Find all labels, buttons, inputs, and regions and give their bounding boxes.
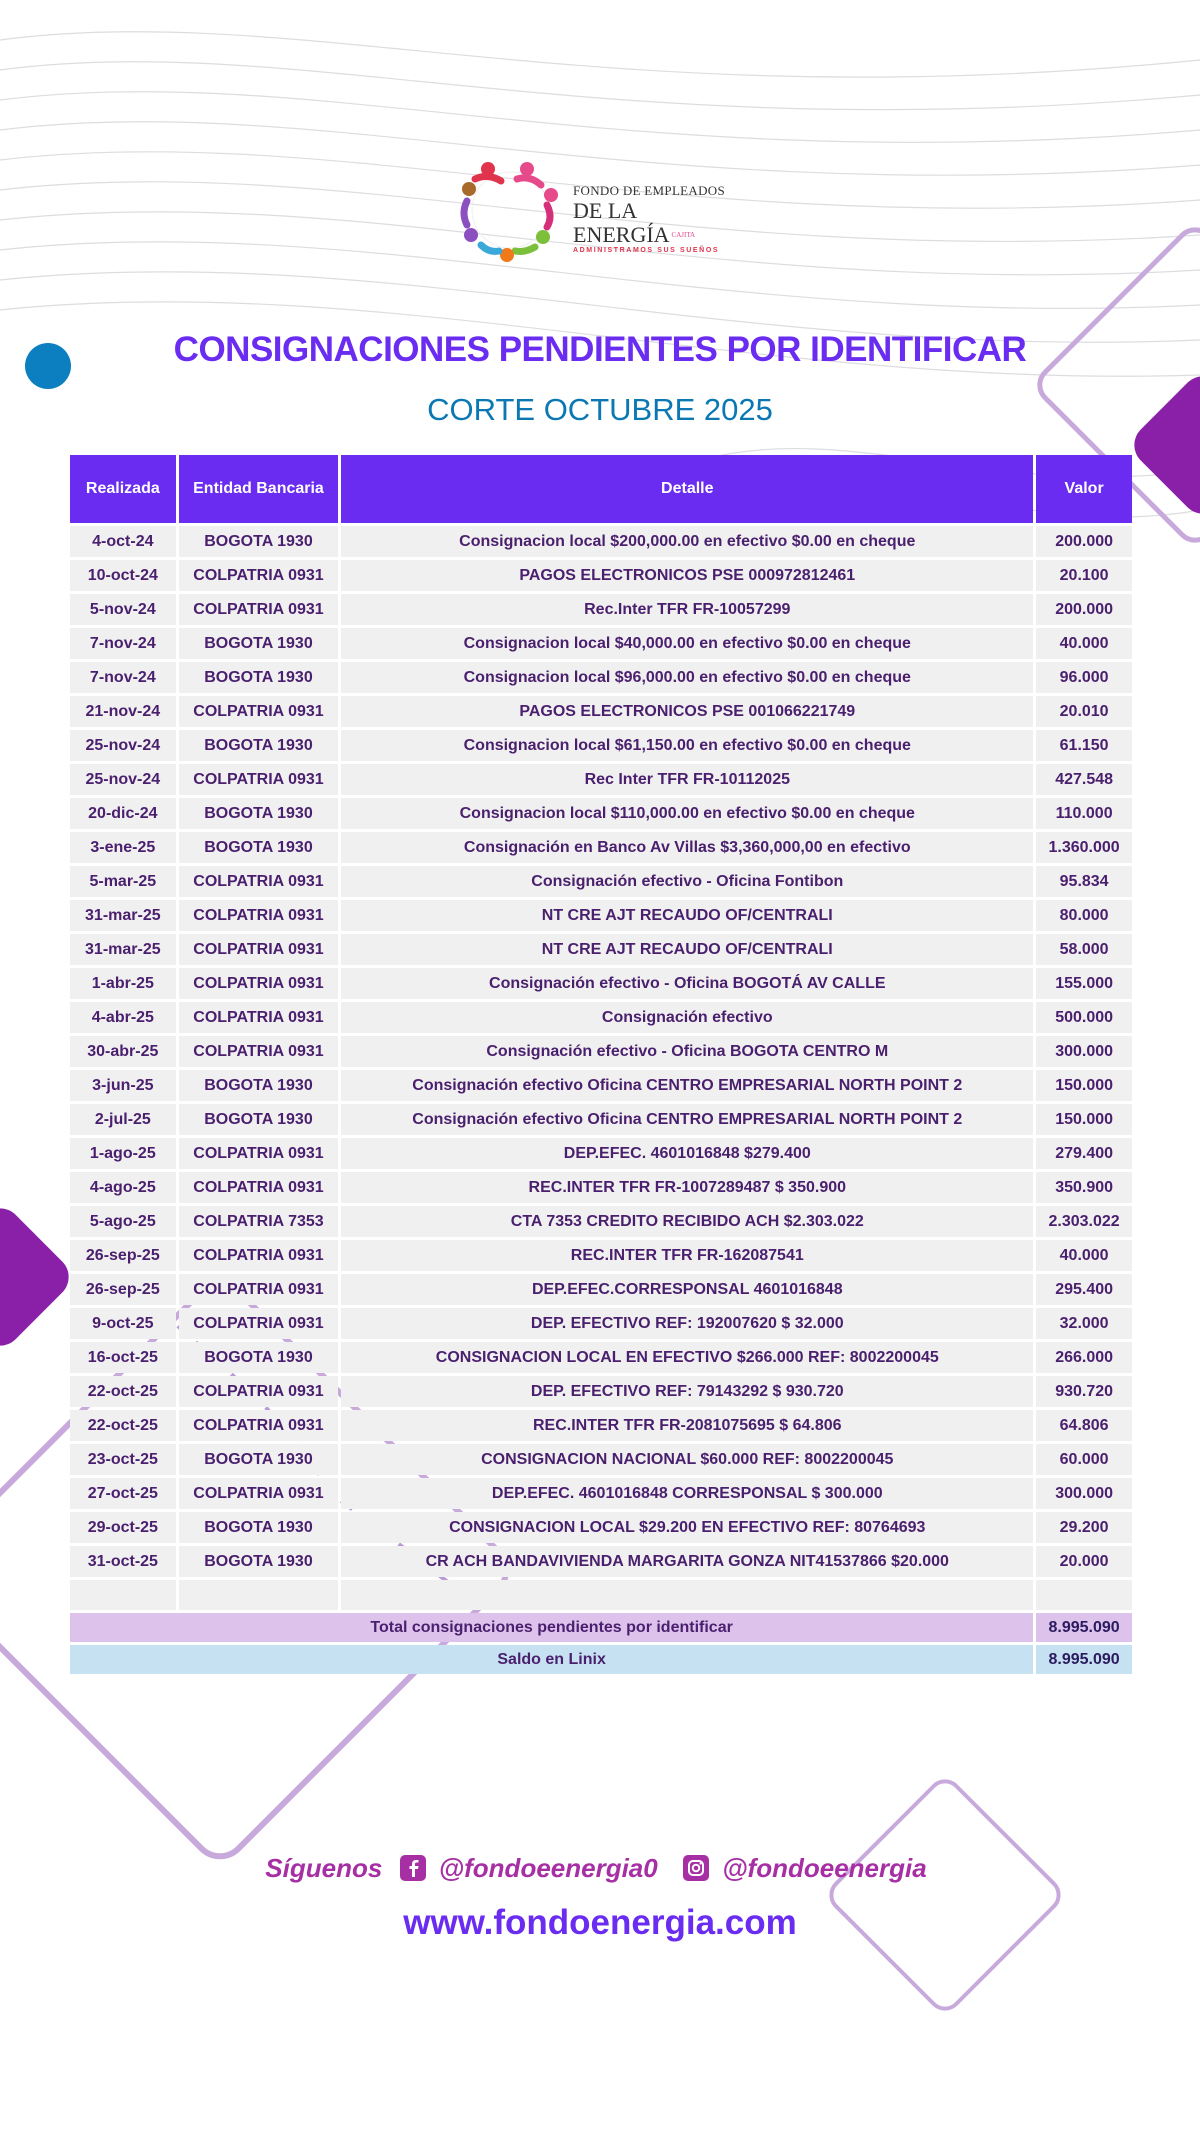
cell-detalle: DEP.EFEC.CORRESPONSAL 4601016848 [341,1274,1033,1305]
cell-fecha: 26-sep-25 [70,1274,176,1305]
brand-line2-suffix: CAJITA [671,231,696,239]
page-subtitle: CORTE OCTUBRE 2025 [427,392,773,427]
cell-fecha: 23-oct-25 [70,1444,176,1475]
table-row [70,526,1132,557]
table-row [70,1172,1132,1203]
header-detalle: Detalle [341,455,1033,523]
cell-entidad: COLPATRIA 0931 [179,1138,339,1169]
cell-entidad: COLPATRIA 0931 [179,764,339,795]
cell-entidad: BOGOTA 1930 [179,730,339,761]
cell-detalle: Consignacion local $96,000.00 en efectivo $0.00 en cheque [341,662,1033,693]
cell-detalle: Consignación efectivo Oficina CENTRO EMPRESARIAL NORTH POINT 2 [341,1104,1033,1135]
logo-emblem-icon [455,155,565,265]
table-row [70,900,1132,931]
cell-detalle: DEP. EFECTIVO REF: 192007620 $ 32.000 [341,1308,1033,1339]
cell-fecha: 31-mar-25 [70,900,176,931]
cell-fecha: 21-nov-24 [70,696,176,727]
cell-entidad: COLPATRIA 0931 [179,594,339,625]
cell-fecha: 5-ago-25 [70,1206,176,1237]
table-row [70,1342,1132,1373]
follow-label: Síguenos [265,1853,383,1883]
table-row [70,1036,1132,1067]
cell-fecha: 2-jul-25 [70,1104,176,1135]
cell-fecha: 3-ene-25 [70,832,176,863]
cell-entidad: BOGOTA 1930 [179,1546,339,1577]
cell-valor: 61.150 [1036,730,1132,761]
cell-valor: 96.000 [1036,662,1132,693]
cell-detalle: Consignacion local $200,000.00 en efectivo $0.00 en cheque [341,526,1033,557]
cell-valor: 60.000 [1036,1444,1132,1475]
social-follow [0,1853,1200,1884]
table-row [70,1206,1132,1237]
cell-entidad: COLPATRIA 0931 [179,1376,339,1407]
cell-valor: 32.000 [1036,1308,1132,1339]
cell-entidad: COLPATRIA 0931 [179,1036,339,1067]
brand-logo [455,155,745,265]
cell-detalle: Rec Inter TFR FR-10112025 [341,764,1033,795]
brand-line2: DE LA ENERGÍA [573,198,670,247]
saldo-label: Saldo en Linix [70,1645,1033,1674]
cell-fecha: 22-oct-25 [70,1376,176,1407]
table-row [70,866,1132,897]
header-entidad: Entidad Bancaria [179,455,339,523]
table-row [70,1376,1132,1407]
cell-fecha: 5-nov-24 [70,594,176,625]
cell-valor: 20.100 [1036,560,1132,591]
cell-fecha: 1-ago-25 [70,1138,176,1169]
cell-detalle: REC.INTER TFR FR-1007289487 $ 350.900 [341,1172,1033,1203]
cell-valor: 1.360.000 [1036,832,1132,863]
table-row [70,798,1132,829]
cell-fecha: 27-oct-25 [70,1478,176,1509]
brand-tagline: ADMINISTRAMOS SUS SUEÑOS [573,247,720,254]
cell-valor: 95.834 [1036,866,1132,897]
cell-valor: 110.000 [1036,798,1132,829]
cell-entidad: BOGOTA 1930 [179,1512,339,1543]
cell-entidad: COLPATRIA 0931 [179,900,339,931]
instagram-icon[interactable] [683,1855,709,1881]
cell-detalle: REC.INTER TFR FR-2081075695 $ 64.806 [341,1410,1033,1441]
table-row [70,1444,1132,1475]
header-realizada: Realizada [70,455,176,523]
cell-valor: 80.000 [1036,900,1132,931]
cell-fecha: 30-abr-25 [70,1036,176,1067]
cell-entidad: BOGOTA 1930 [179,1342,339,1373]
table-row [70,696,1132,727]
table-row [70,1104,1132,1135]
cell-fecha: 29-oct-25 [70,1512,176,1543]
table-row [70,560,1132,591]
cell-entidad: COLPATRIA 0931 [179,1240,339,1271]
cell-valor: 500.000 [1036,1002,1132,1033]
saldo-row [70,1645,1132,1674]
cell-fecha: 9-oct-25 [70,1308,176,1339]
cell-valor: 266.000 [1036,1342,1132,1373]
cell-detalle: PAGOS ELECTRONICOS PSE 001066221749 [341,696,1033,727]
cell-detalle: DEP.EFEC. 4601016848 CORRESPONSAL $ 300.000 [341,1478,1033,1509]
cell-valor: 295.400 [1036,1274,1132,1305]
cell-detalle: DEP. EFECTIVO REF: 79143292 $ 930.720 [341,1376,1033,1407]
cell-valor: 930.720 [1036,1376,1132,1407]
cell-fecha: 31-mar-25 [70,934,176,965]
table-row [70,1512,1132,1543]
cell-fecha: 20-dic-24 [70,798,176,829]
header-valor: Valor [1036,455,1132,523]
cell-valor: 58.000 [1036,934,1132,965]
cell-entidad: BOGOTA 1930 [179,526,339,557]
table-row [70,1308,1132,1339]
cell-entidad: COLPATRIA 0931 [179,866,339,897]
table-row [70,1274,1132,1305]
cell-fecha: 25-nov-24 [70,730,176,761]
cell-valor: 64.806 [1036,1410,1132,1441]
cell-valor: 40.000 [1036,1240,1132,1271]
cell-detalle: CONSIGNACION LOCAL $29.200 EN EFECTIVO REF: 80764693 [341,1512,1033,1543]
table-row [70,1070,1132,1101]
cell-detalle: NT CRE AJT RECAUDO OF/CENTRALI [341,900,1033,931]
table-row [70,764,1132,795]
cell-entidad: COLPATRIA 0931 [179,1410,339,1441]
table-row [70,968,1132,999]
cell-fecha: 31-oct-25 [70,1546,176,1577]
cell-entidad: COLPATRIA 0931 [179,1002,339,1033]
cell-detalle: Consignacion local $61,150.00 en efectivo $0.00 en cheque [341,730,1033,761]
cell-valor: 150.000 [1036,1104,1132,1135]
brand-line1: FONDO DE EMPLEADOS [573,183,726,198]
table-header-row [70,455,1132,523]
facebook-handle[interactable]: @fondoeenergia0 [438,1853,658,1883]
cell-entidad: BOGOTA 1930 [179,662,339,693]
cell-detalle: CONSIGNACION NACIONAL $60.000 REF: 8002200045 [341,1444,1033,1475]
table-row [70,730,1132,761]
cell-detalle: Consignación efectivo - Oficina Fontibon [341,866,1033,897]
cell-fecha: 5-mar-25 [70,866,176,897]
cell-entidad: COLPATRIA 0931 [179,560,339,591]
cell-detalle: Consignación efectivo Oficina CENTRO EMPRESARIAL NORTH POINT 2 [341,1070,1033,1101]
cell-detalle: CONSIGNACION LOCAL EN EFECTIVO $266.000 REF: 8002200045 [341,1342,1033,1373]
cell-valor: 150.000 [1036,1070,1132,1101]
cell-fecha: 4-oct-24 [70,526,176,557]
cell-detalle: Consignación en Banco Av Villas $3,360,000,00 en efectivo [341,832,1033,863]
cell-valor: 40.000 [1036,628,1132,659]
table-row [70,934,1132,965]
cell-valor: 200.000 [1036,594,1132,625]
cell-fecha: 7-nov-24 [70,662,176,693]
cell-detalle: DEP.EFEC. 4601016848 $279.400 [341,1138,1033,1169]
table-row [70,1478,1132,1509]
table-row [70,594,1132,625]
cell-entidad: BOGOTA 1930 [179,1070,339,1101]
cell-fecha: 16-oct-25 [70,1342,176,1373]
table-row [70,1138,1132,1169]
cell-entidad: COLPATRIA 0931 [179,1172,339,1203]
table-row [70,1002,1132,1033]
cell-detalle: NT CRE AJT RECAUDO OF/CENTRALI [341,934,1033,965]
cell-detalle: REC.INTER TFR FR-162087541 [341,1240,1033,1271]
cell-detalle: PAGOS ELECTRONICOS PSE 000972812461 [341,560,1033,591]
cell-valor: 20.000 [1036,1546,1132,1577]
cell-valor: 300.000 [1036,1036,1132,1067]
cell-entidad: COLPATRIA 0931 [179,968,339,999]
cell-entidad: BOGOTA 1930 [179,832,339,863]
cell-entidad: COLPATRIA 0931 [179,696,339,727]
website-link[interactable]: www.fondoenergia.com [403,1903,797,1942]
table-row [70,628,1132,659]
cell-detalle: Consignacion local $110,000.00 en efectivo $0.00 en cheque [341,798,1033,829]
cell-entidad: BOGOTA 1930 [179,1104,339,1135]
cell-entidad: COLPATRIA 0931 [179,1308,339,1339]
cell-fecha: 7-nov-24 [70,628,176,659]
cell-detalle: CTA 7353 CREDITO RECIBIDO ACH $2.303.022 [341,1206,1033,1237]
cell-valor: 427.548 [1036,764,1132,795]
cell-fecha: 4-abr-25 [70,1002,176,1033]
cell-detalle: Consignación efectivo - Oficina BOGOTÁ AV CALLE [341,968,1033,999]
cell-detalle: Consignación efectivo - Oficina BOGOTA CENTRO M [341,1036,1033,1067]
cell-fecha: 25-nov-24 [70,764,176,795]
cell-detalle: CR ACH BANDAVIVIENDA MARGARITA GONZA NIT41537866 $20.000 [341,1546,1033,1577]
cell-entidad: COLPATRIA 0931 [179,934,339,965]
table-row [70,1240,1132,1271]
saldo-value: 8.995.090 [1036,1645,1132,1674]
cell-entidad: COLPATRIA 0931 [179,1274,339,1305]
facebook-icon[interactable] [400,1855,426,1881]
cell-valor: 2.303.022 [1036,1206,1132,1237]
table-empty-row [70,1580,1132,1610]
total-label: Total consignaciones pendientes por identificar [70,1613,1033,1642]
cell-entidad: BOGOTA 1930 [179,798,339,829]
deposits-table [67,452,1135,1677]
instagram-handle[interactable]: @fondoeenergia [722,1853,927,1883]
cell-fecha: 22-oct-25 [70,1410,176,1441]
cell-entidad: BOGOTA 1930 [179,628,339,659]
cell-valor: 29.200 [1036,1512,1132,1543]
cell-detalle: Consignacion local $40,000.00 en efectivo $0.00 en cheque [341,628,1033,659]
cell-valor: 350.900 [1036,1172,1132,1203]
table-row [70,662,1132,693]
cell-fecha: 3-jun-25 [70,1070,176,1101]
cell-valor: 20.010 [1036,696,1132,727]
table-row [70,1410,1132,1441]
cell-fecha: 26-sep-25 [70,1240,176,1271]
cell-detalle: Rec.Inter TFR FR-10057299 [341,594,1033,625]
cell-entidad: BOGOTA 1930 [179,1444,339,1475]
cell-valor: 279.400 [1036,1138,1132,1169]
page-title: CONSIGNACIONES PENDIENTES POR IDENTIFICAR [173,330,1027,369]
cell-entidad: COLPATRIA 7353 [179,1206,339,1237]
cell-entidad: COLPATRIA 0931 [179,1478,339,1509]
cell-fecha: 4-ago-25 [70,1172,176,1203]
cell-valor: 155.000 [1036,968,1132,999]
cell-fecha: 10-oct-24 [70,560,176,591]
cell-valor: 200.000 [1036,526,1132,557]
cell-fecha: 1-abr-25 [70,968,176,999]
cell-valor: 300.000 [1036,1478,1132,1509]
table-row [70,832,1132,863]
total-value: 8.995.090 [1036,1613,1132,1642]
total-row [70,1613,1132,1642]
cell-detalle: Consignación efectivo [341,1002,1033,1033]
table-row [70,1546,1132,1577]
